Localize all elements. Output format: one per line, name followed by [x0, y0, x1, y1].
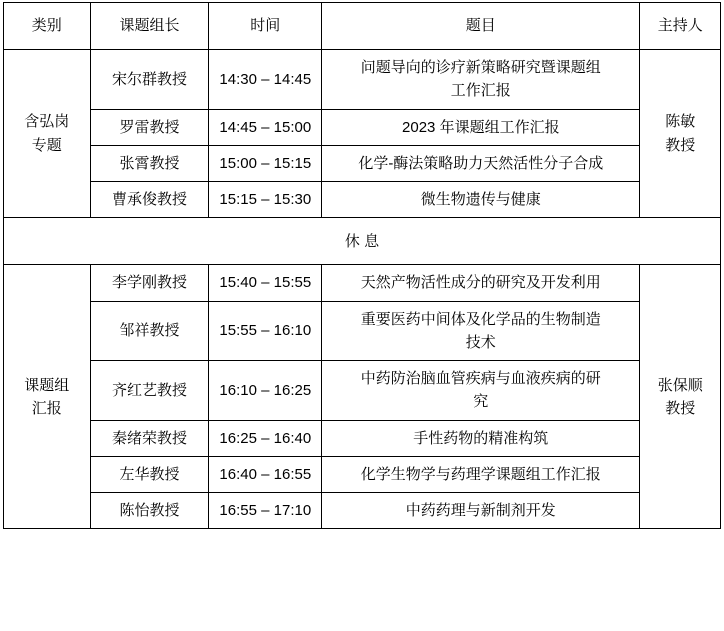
table-row	[4, 145, 721, 181]
time-cell: 15:15 – 15:30	[209, 182, 322, 218]
time-cell: 14:45 – 15:00	[209, 109, 322, 145]
leader-cell: 张霄教授	[90, 145, 209, 181]
time-cell: 16:40 – 16:55	[209, 456, 322, 492]
break-row	[4, 218, 721, 265]
host-line-1: 陈敏	[665, 113, 696, 131]
leader-cell: 宋尔群教授	[90, 50, 209, 110]
column-header-topic: 题目	[322, 3, 640, 50]
category-cell-section-1	[4, 50, 91, 218]
leader-cell: 曹承俊教授	[90, 182, 209, 218]
topic-cell: 天然产物活性成分的研究及开发利用	[322, 265, 640, 301]
leader-cell: 齐红艺教授	[90, 361, 209, 421]
table-row	[4, 50, 721, 110]
table-row	[4, 182, 721, 218]
break-cell: 休 息	[4, 218, 721, 265]
time-cell: 16:25 – 16:40	[209, 420, 322, 456]
leader-cell: 秦绪荣教授	[90, 420, 209, 456]
topic-cell: 2023 年课题组工作汇报	[322, 109, 640, 145]
topic-line-1: 重要医药中间体及化学品的生物制造	[360, 310, 601, 328]
column-header-host: 主持人	[640, 3, 721, 50]
category-line-1: 含弘岗	[24, 113, 70, 131]
leader-cell: 邹祥教授	[90, 301, 209, 361]
time-cell: 15:55 – 16:10	[209, 301, 322, 361]
table-row	[4, 493, 721, 529]
topic-cell: 微生物遗传与健康	[322, 182, 640, 218]
host-line-1: 张保顺	[657, 376, 703, 394]
host-cell-section-1	[640, 50, 721, 218]
table-row	[4, 301, 721, 361]
host-cell-section-2	[640, 265, 721, 529]
time-cell: 15:40 – 15:55	[209, 265, 322, 301]
schedule-table	[3, 2, 721, 529]
column-header-category: 类别	[4, 3, 91, 50]
table-row	[4, 456, 721, 492]
time-cell: 15:00 – 15:15	[209, 145, 322, 181]
table-body	[4, 50, 721, 529]
time-cell: 16:10 – 16:25	[209, 361, 322, 421]
topic-line-1: 问题导向的诊疗新策略研究暨课题组	[360, 59, 601, 76]
topic-cell: 手性药物的精准构筑	[322, 420, 640, 456]
category-line-1: 课题组	[24, 376, 70, 394]
category-cell-section-2	[4, 265, 91, 529]
table-row	[4, 361, 721, 421]
topic-cell: 化学生物学与药理学课题组工作汇报	[322, 456, 640, 492]
time-cell: 14:30 – 14:45	[209, 50, 322, 110]
topic-line-2: 工作汇报	[450, 82, 511, 100]
table-row	[4, 420, 721, 456]
leader-cell: 罗雷教授	[90, 109, 209, 145]
topic-line-2: 究	[473, 393, 489, 411]
table-header-row	[4, 3, 721, 50]
host-line-2: 教授	[665, 399, 696, 417]
topic-line-2: 技术	[465, 333, 496, 351]
leader-cell: 左华教授	[90, 456, 209, 492]
topic-line-1: 中药防治脑血管疾病与血液疾病的研	[360, 370, 601, 387]
table-header	[4, 3, 721, 50]
topic-cell	[322, 301, 640, 361]
topic-cell: 中药药理与新制剂开发	[322, 493, 640, 529]
host-line-2: 教授	[665, 136, 696, 154]
topic-cell	[322, 361, 640, 421]
table-row	[4, 109, 721, 145]
topic-cell: 化学-酶法策略助力天然活性分子合成	[322, 145, 640, 181]
column-header-time: 时间	[209, 3, 322, 50]
category-line-2: 专题	[31, 136, 62, 154]
category-line-2: 汇报	[31, 399, 62, 417]
table-row	[4, 265, 721, 301]
leader-cell: 李学刚教授	[90, 265, 209, 301]
column-header-leader: 课题组长	[90, 3, 209, 50]
time-cell: 16:55 – 17:10	[209, 493, 322, 529]
topic-cell	[322, 50, 640, 110]
leader-cell: 陈怡教授	[90, 493, 209, 529]
